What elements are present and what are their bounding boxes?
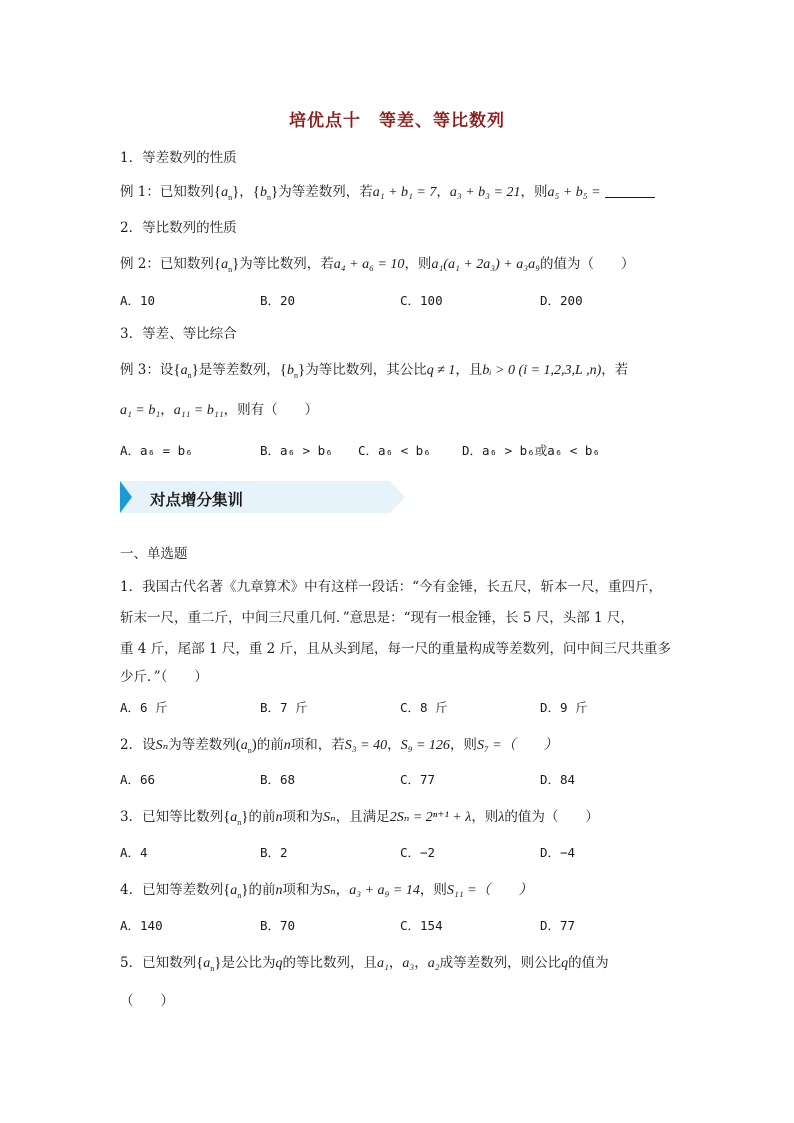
- ex2-eq1: a₄ + a₆ = 10: [333, 257, 405, 272]
- option-c: C．100: [400, 293, 443, 308]
- option-a: A．10: [120, 293, 156, 308]
- option-a: A．140: [120, 918, 163, 933]
- ex1-eq1: a₁ + b₁ = 7: [372, 185, 437, 200]
- section-heading-3: 3．等差、等比综合: [120, 326, 237, 342]
- example-3: 例 3：设$\{a_n\}$是等差数列，$\{b_n\}$为等比数列，其公比q ≠ 1，且bᵢ > 0 (i = 1,2,3,L ,n)，若: [120, 362, 629, 380]
- section-heading-2: 2．等比数列的性质: [120, 220, 237, 236]
- q2-stem: 2．设Sₙ为等差数列$(a_n)$的前n项和，若S₃ = 40，S₉ = 126，则S₇ =（ ）: [120, 737, 558, 755]
- seq-a: $\{a_n\}$: [213, 256, 240, 274]
- option-d: D．84: [540, 772, 576, 787]
- option-b: B．7 斤: [260, 700, 308, 715]
- q1-line-4: 少斤．”（ ）: [120, 669, 208, 685]
- q1-line-1: 1．我国古代名著《九章算术》中有这样一段话：“今有金锤，长五尺，斩本一尺，重四斤，: [120, 579, 662, 595]
- q5-stem: 5．已知数列$\{a_n\}$是公比为q的等比数列，且a₁，a₃，a₂成等差数列，则公比q的值为: [120, 955, 609, 973]
- example-1-prefix: 例 1：已知数列: [120, 184, 214, 200]
- option-a: A．a₆ = b₆: [120, 443, 193, 458]
- seq-a: $\{a_n\}$: [213, 184, 240, 202]
- example-3-line-2: a₁ = b₁，a₁₁ = b₁₁，则有（ ）: [120, 402, 319, 418]
- example-2: 例 2：已知数列$\{a_n\}$为等比数列，若a₄ + a₆ = 10，则a₁(a₁ + 2a₃) + a₃a₉的值为（ ）: [120, 256, 635, 274]
- option-a: A．66: [120, 772, 156, 787]
- option-d: D．9 斤: [540, 700, 588, 715]
- option-d: D．200: [540, 293, 583, 308]
- seq-a: $\{a_n\}$: [173, 362, 199, 380]
- q5-line-2: （ ）: [120, 993, 174, 1009]
- option-b: B．2: [260, 845, 288, 860]
- option-b: B．68: [260, 772, 296, 787]
- seq-b: $\{b_n\}$: [252, 184, 279, 202]
- seq-b: $\{b_n\}$: [279, 362, 306, 380]
- page-title: 培优点十 等差、等比数列: [289, 111, 505, 131]
- banner-title: 对点增分集训: [150, 491, 244, 509]
- q4-stem: 4．已知等差数列$\{a_n\}$的前n项和为Sₙ，a₃ + a₉ = 14，则S₁₁ =（ ）: [120, 882, 533, 900]
- option-d: D．−4: [540, 845, 576, 860]
- option-b: B．a₆ > b₆: [260, 443, 333, 458]
- option-b: B．20: [260, 293, 296, 308]
- example-1: 例 1：已知数列$\{a_n\}$，$\{b_n\}$为等差数列，若a₁ + b₁ = 7，a₃ + b₃ = 21，则a₅ + b₅ =: [120, 180, 655, 202]
- ex1-eq3: a₅ + b₅ =: [547, 185, 601, 200]
- q3-stem: 3．已知等比数列$\{a_n\}$的前n项和为Sₙ，且满足2Sₙ = 2ⁿ⁺¹ + λ，则λ的值为（ ）: [120, 809, 599, 827]
- seq-a: $\{a_n\}$: [196, 955, 222, 973]
- option-c: C．−2: [400, 845, 436, 860]
- q1-line-2: 斩末一尺，重二斤，中间三尺重几何．”意思是：“现有一根金锤，长 5 尺，头部 1 尺，: [120, 610, 634, 626]
- q1-line-3: 重 4 斤，尾部 1 尺，重 2 斤，且从头到尾，每一尺的重量构成等差数列，问中间三尺共重多: [120, 641, 672, 657]
- seq-a: $(a_n)$: [235, 737, 257, 755]
- option-a: A．6 斤: [120, 700, 168, 715]
- answer-blank: [605, 185, 655, 198]
- ex2-expr: a₁(a₁ + 2a₃) + a₃a₉: [431, 257, 540, 272]
- option-c: C．a₆ < b₆: [358, 443, 431, 458]
- option-c: C．154: [400, 918, 443, 933]
- section-heading-1: 1．等差数列的性质: [120, 150, 237, 166]
- seq-a: $\{a_n\}$: [223, 882, 249, 900]
- option-c: C．77: [400, 772, 436, 787]
- part-heading: 一、单选题: [120, 546, 188, 562]
- ex1-eq2: a₃ + b₃ = 21: [449, 185, 521, 200]
- seq-a: $\{a_n\}$: [223, 809, 249, 827]
- option-a: A．4: [120, 845, 148, 860]
- option-d: D．a₆ > b₆或a₆ < b₆: [462, 443, 600, 458]
- option-b: B．70: [260, 918, 296, 933]
- option-c: C．8 斤: [400, 700, 448, 715]
- option-d: D．77: [540, 918, 576, 933]
